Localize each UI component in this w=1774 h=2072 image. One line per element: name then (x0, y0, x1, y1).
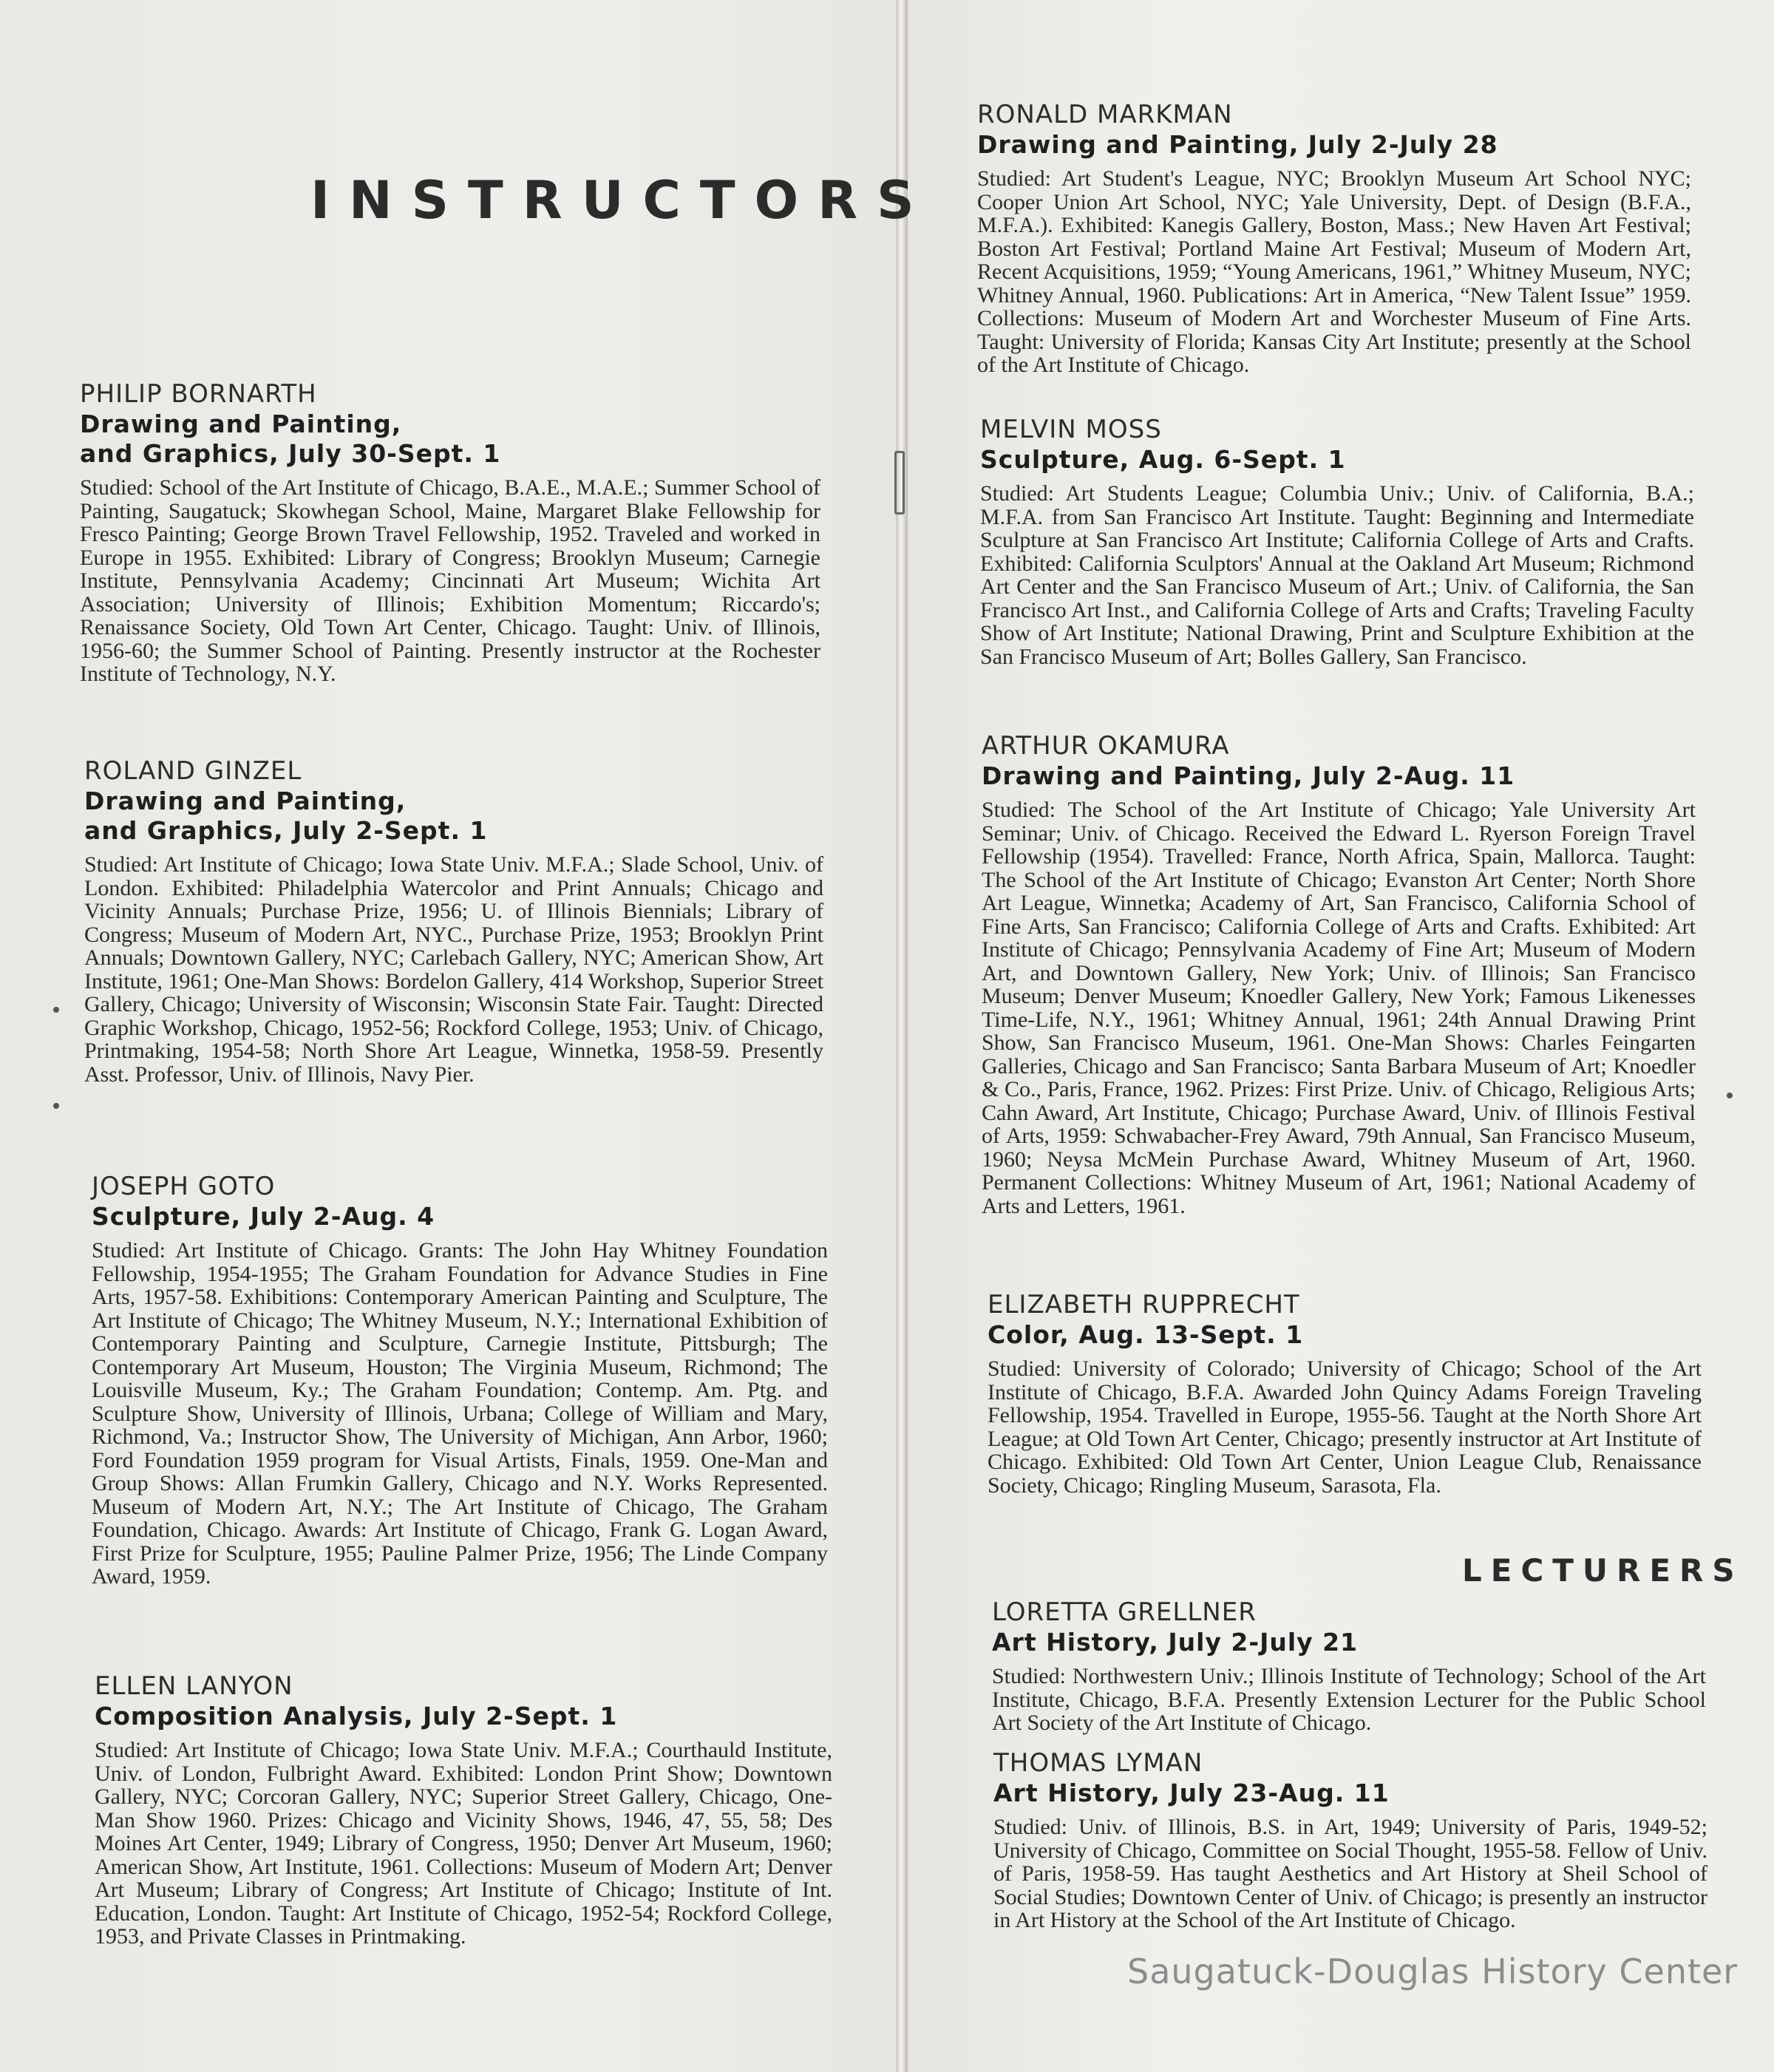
lecturer-course: Art History, July 23-Aug. 11 (993, 1779, 1390, 1807)
instructor-entry (80, 378, 820, 686)
instructor-entry (988, 1289, 1702, 1497)
instructor-name: MELVIN MOSS (980, 415, 1162, 444)
instructor-name: ELIZABETH RUPPRECHT (988, 1290, 1300, 1319)
instructor-bio: Studied: School of the Art Institute of Chicago, B.A.E., M.A.E.; Summer School of Painting, Saugatuck; Skowhegan School, Maine, Margaret Blake Fellowship for Fresco Painting; George Brown Travel Fellowship, 1952. Traveled and worked in Europe in 1955. Exhibited: Library of Congress; Brooklyn Museum; Carnegie Institute, Pennsylvania Academy; Cincinnati Art Museum; Wichita Art Association; University of Illinois; Exhibition Momentum; Riccardo's; Renaissance Society, Old Town Art Center, Chicago. Taught: Univ. of Illinois, 1956-60; the Summer School of Painting. Presently instructor at the Rochester Institute of Technology, N.Y. (80, 475, 820, 686)
instructor-course: Color, Aug. 13-Sept. 1 (988, 1320, 1304, 1349)
lecturers-heading: LECTURERS (1462, 1552, 1744, 1589)
instructor-bio: Studied: Art Students League; Columbia Univ.; Univ. of California, B.A.; M.F.A. from San Francisco Art Institute. Taught: Beginning and Intermediate Sculpture at San Francisco Art Institute; California College of Arts and Crafts. Exhibited: California Sculptors' Annual at the Oakland Art Museum; Richmond Art Center and the San Francisco Museum of Art.; Univ. of California, the San Francisco Art Inst., and California College of Arts and Crafts; Traveling Faculty Show of Art Institute; National Drawing, Print and Sculpture Exhibition at the San Francisco Museum of Art; Bolles Gallery, San Francisco. (980, 481, 1694, 669)
instructor-course: Drawing and Painting, July 2-Aug. 11 (982, 761, 1515, 790)
instructor-bio: Studied: The School of the Art Institute of Chicago; Yale University Art Seminar; Univ. of Chicago. Received the Edward L. Ryerson Foreign Travel Fellowship (1954). Travelled: France, North Africa, Spain, Mallorca. Taught: The School of the Art Institute of Chicago; Evanston Art Center; North Shore Art League, Winnetka; Academy of Art, San Francisco, California School of Fine Arts, San Francisco; California College of Arts and Crafts. Exhibited: Art Institute of Chicago; Pennsylvania Academy of Fine Art; Museum of Modern Art, and Downtown Gallery, New York; Univ. of Illinois; San Francisco Museum; Denver Museum; Knoedler Gallery, New York; Famous Likenesses Time-Life, N.Y., 1961; Whitney Annual, 1961; 24th Annual Drawing Print Show, San Francisco Museum, 1961. One-Man Shows: Charles Feingarten Galleries, Chicago and San Francisco; Santa Barbara Museum of Art; Knoedler & Co., Paris, France, 1962. Prizes: First Prize. Univ. of Chicago, Religious Arts; Cahn Award, Art Institute, Chicago; Purchase Award, Univ. of Illinois Festival of Arts, 1959: Schwabacher-Frey Award, 79th Annual, San Francisco Museum, 1960; Neysa McMein Purchase Award, Whitney Museum of Art, 1960. Permanent Collections: Whitney Museum of Art, 1961; National Academy of Arts and Letters, 1961. (982, 798, 1696, 1218)
instructor-course: and Graphics, July 2-Sept. 1 (84, 816, 488, 845)
lecturer-entry (992, 1597, 1706, 1735)
instructor-name: JOSEPH GOTO (92, 1172, 276, 1201)
instructor-bio: Studied: University of Colorado; University of Chicago; School of the Art Institute of Chicago, B.F.A. Awarded John Quincy Adams Foreign Traveling Fellowship, 1954. Travelled in Europe, 1955-56. Taught at the North Shore Art League; at Old Town Art Center, Chicago; presently instructor at Art Institute of Chicago. Exhibited: Old Town Art Center, Union League Club, Renaissance Society, Chicago; Ringling Museum, Sarasota, Fla. (988, 1356, 1702, 1498)
watermark: Saugatuck-Douglas History Center (1127, 1952, 1739, 1991)
punch-mark (1727, 1093, 1733, 1098)
lecturer-course: Art History, July 2-July 21 (992, 1628, 1359, 1657)
instructor-name: RONALD MARKMAN (977, 100, 1233, 129)
instructor-entry (980, 414, 1694, 668)
instructor-name: ROLAND GINZEL (84, 756, 302, 786)
instructor-course: Drawing and Painting, (84, 787, 407, 815)
punch-mark (53, 1007, 59, 1013)
instructor-name: ELLEN LANYON (95, 1671, 293, 1701)
punch-mark (53, 1103, 59, 1109)
instructor-bio: Studied: Art Institute of Chicago; Iowa State Univ. M.F.A.; Courthauld Institute, Univ. of London, Fulbright Award. Exhibited: London Print Show; Downtown Gallery, NYC; Corcoran Gallery, NYC; Superior Street Gallery, Chicago, One-Man Show 1960. Prizes: Chicago and Vicinity Shows, 1946, 47, 55, 58; Des Moines Art Center, 1949; Library of Congress, 1950; Denver Art Museum, 1960; American Show, Art Institute, 1961. Collections: Museum of Modern Art; Denver Art Museum; Library of Congress; Art Institute of Chicago; Institute of Int. Education, London. Taught: Art Institute of Chicago, 1952-54; Rockford College, 1953, and Private Classes in Printmaking. (95, 1738, 832, 1949)
instructor-bio: Studied: Art Institute of Chicago; Iowa State Univ. M.F.A.; Slade School, Univ. of London. Exhibited: Philadelphia Watercolor and Print Annuals; Chicago and Vicinity Annuals; Purchase Prize, 1956; U. of Illinois Biennials; Library of Congress; Museum of Modern Art, NYC., Purchase Prize, 1953; Brooklyn Print Annuals; Downtown Gallery, NYC; Carlebach Gallery, NYC; American Show, Art Institute, 1961; One-Man Shows: Bordelon Gallery, 414 Workshop, Superior Street Gallery, Chicago; University of Wisconsin; Wisconsin State Fair. Taught: Directed Graphic Workshop, Chicago, 1952-56; Rockford College, 1953; Univ. of Chicago, Printmaking, 1954-58; North Shore Art League, Winnetka, 1958-59. Presently Asst. Professor, Univ. of Illinois, Navy Pier. (84, 852, 823, 1087)
page-gutter (896, 0, 908, 2072)
instructor-entry (95, 1671, 832, 1949)
instructors-heading: INSTRUCTORS (310, 170, 934, 231)
lecturer-name: THOMAS LYMAN (993, 1748, 1203, 1778)
instructor-course: and Graphics, July 30-Sept. 1 (80, 439, 501, 468)
instructor-entry (982, 730, 1696, 1217)
instructor-entry (977, 99, 1691, 377)
instructor-course: Composition Analysis, July 2-Sept. 1 (95, 1702, 618, 1730)
lecturer-bio: Studied: Univ. of Illinois, B.S. in Art, 1949; University of Paris, 1949-52; University of Chicago, Committee on Social Thought, 1955-58. Fellow of Univ. of Paris, 1958-59. Has taught Aesthetics and Art History at Sheil School of Social Studies; Downtown Center of Univ. of Chicago; is presently an instructor in Art History at the School of the Art Institute of Chicago. (993, 1815, 1707, 1932)
instructor-entry (92, 1171, 828, 1589)
instructor-name: ARTHUR OKAMURA (982, 731, 1230, 761)
instructor-entry (84, 755, 823, 1086)
instructor-name: PHILIP BORNARTH (80, 379, 317, 409)
lecturer-name: LORETTA GRELLNER (992, 1597, 1257, 1627)
instructor-course: Sculpture, July 2-Aug. 4 (92, 1202, 435, 1231)
instructor-bio: Studied: Art Institute of Chicago. Grants: The John Hay Whitney Foundation Fellowship, 1954-1955; The Graham Foundation for Advance Studies in Fine Arts, 1957-58. Exhibitions: Contemporary American Painting and Sculpture, The Art Institute of Chicago; The Whitney Museum, N.Y.; International Exhibition of Contemporary Painting and Sculpture, Carnegie Institute, Pittsburgh; The Contemporary Art Museum, Houston; The Virginia Museum, Richmond; The Louisville Museum, Ky.; The Graham Foundation; Contemp. Am. Ptg. and Sculpture Show, University of Illinois, Urbana; College of William and Mary, Richmond, Va.; Instructor Show, The University of Michigan, Ann Arbor, 1960; Ford Foundation 1959 program for Visual Artists, Finals, 1959. One-Man and Group Shows: Allan Frumkin Gallery, Chicago and N.Y. Works Represented. Museum of Modern Art, N.Y.; The Art Institute of Chicago, The Graham Foundation, Chicago. Awards: Art Institute of Chicago, Frank G. Logan Award, First Prize for Sculpture, 1955; Pauline Palmer Prize, 1956; The Linde Company Award, 1959. (92, 1238, 828, 1589)
staple (894, 451, 905, 514)
instructor-course: Drawing and Painting, (80, 410, 402, 438)
instructor-bio: Studied: Art Student's League, NYC; Brooklyn Museum Art School NYC; Cooper Union Art School, NYC; Yale University, Dept. of Design (B.F.A., M.F.A.). Exhibited: Kanegis Gallery, Boston, Mass.; New Haven Art Festival; Boston Art Festival; Portland Maine Art Festival; Museum of Modern Art, Recent Acquisitions, 1959; “Young Americans, 1961,” Whitney Museum, NYC; Whitney Annual, 1960. Publications: Art in America, “New Talent Issue” 1959. Collections: Museum of Modern Art and Worchester Museum of Fine Arts. Taught: University of Florida; Kansas City Art Institute; presently at the School of the Art Institute of Chicago. (977, 166, 1691, 377)
instructor-course: Sculpture, Aug. 6-Sept. 1 (980, 445, 1346, 474)
lecturer-bio: Studied: Northwestern Univ.; Illinois Institute of Technology; School of the Art Institute, Chicago, B.F.A. Presently Extension Lecturer for the Public School Art Society of the Art Institute of Chicago. (992, 1664, 1706, 1735)
instructor-course: Drawing and Painting, July 2-July 28 (977, 130, 1498, 159)
lecturer-entry (993, 1747, 1707, 1932)
